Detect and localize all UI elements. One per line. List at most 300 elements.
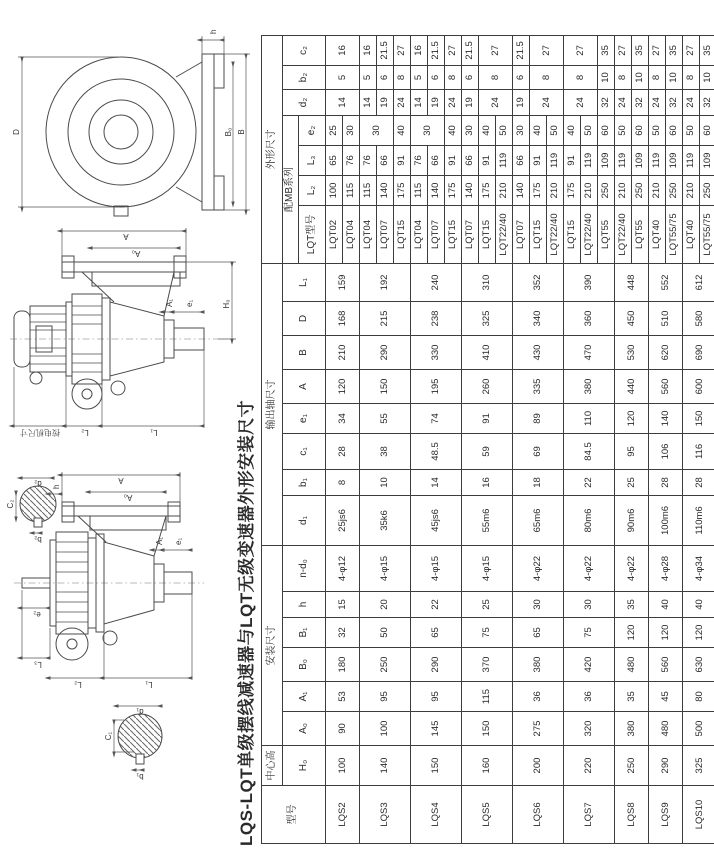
dim-label-L2: L₂: [74, 680, 82, 689]
cell-c2: 27: [615, 35, 632, 65]
cell-L3: 119: [649, 145, 666, 175]
cell-e2: 30: [343, 115, 360, 145]
dim-label-L1: L₁: [145, 680, 153, 689]
cell-A1: 36: [513, 682, 564, 712]
cell-b2: 8: [530, 65, 564, 89]
variator-view-drawing: [6, 458, 258, 781]
cell-b2: 6: [377, 65, 394, 89]
cell-B: 430: [513, 335, 564, 369]
cell-b2: 10: [700, 65, 714, 89]
cell-lqt: LQT07: [428, 205, 445, 263]
cell-c2: 35: [632, 35, 649, 65]
cell-c1: 48.5: [411, 433, 462, 469]
cell-d2: 24: [649, 89, 666, 115]
header-overall: 外形尺寸: [262, 35, 283, 263]
cell-e1: 150: [683, 403, 714, 433]
cell-lqt: LQT55/75: [700, 205, 714, 263]
cell-c2: 35: [666, 35, 683, 65]
cell-b1: 10: [360, 469, 411, 495]
cell-B: 330: [411, 335, 462, 369]
cell-L3: 91: [445, 145, 462, 175]
cell-c2: 21.5: [428, 35, 445, 65]
dim-label-e2: e₂: [33, 610, 41, 619]
cell-D: 325: [462, 301, 513, 335]
cell-b2: 6: [462, 65, 479, 89]
cell-d2: 19: [428, 89, 445, 115]
dim-label-motor: 按电机尺寸: [20, 428, 60, 437]
cell-h: 25: [462, 592, 513, 618]
cell-e2: 60: [632, 115, 649, 145]
cell-lqt: LQT02: [326, 205, 343, 263]
cell-c2: 21.5: [513, 35, 530, 65]
front-view-drawing: [6, 20, 252, 242]
header-lqt-model: LQT型号: [299, 205, 326, 263]
cell-A: 335: [513, 369, 564, 403]
cell-A: 380: [564, 369, 615, 403]
table-row-LQS5-LQT07: [462, 35, 479, 843]
header-L2: L₂: [299, 175, 326, 205]
cell-d2: 24: [479, 89, 513, 115]
cell-d2: 32: [700, 89, 714, 115]
cell-e1: 34: [326, 403, 360, 433]
cell-L2: 210: [547, 175, 564, 205]
cell-L1: 612: [683, 263, 714, 301]
table-body: [326, 35, 714, 843]
header-output-shaft: 输出轴尺寸: [262, 263, 283, 545]
cell-A0: 90: [326, 712, 360, 746]
cell-h: 40: [683, 592, 714, 618]
cell-L3: 109: [632, 145, 649, 175]
cell-b2: 6: [513, 65, 530, 89]
dim-label-A: A: [118, 476, 124, 485]
cell-b2: 10: [632, 65, 649, 89]
cell-L2: 250: [632, 175, 649, 205]
table-row-LQS3-LQT04: [360, 35, 377, 843]
cell-d2: 32: [632, 89, 649, 115]
cell-A1: 115: [462, 682, 513, 712]
cell-lqt: LQT07: [513, 205, 530, 263]
cell-e2: 60: [700, 115, 714, 145]
dim-label-B: B: [237, 129, 246, 135]
cell-lqt: LQT55: [632, 205, 649, 263]
cell-lqt: LQT55/75: [666, 205, 683, 263]
cell-c1: 38: [360, 433, 411, 469]
cell-B: 290: [360, 335, 411, 369]
cell-B1: 75: [564, 618, 615, 648]
cell-B: 410: [462, 335, 513, 369]
dim-label-D: D: [12, 129, 21, 135]
cell-L2: 140: [428, 175, 445, 205]
cell-L2: 210: [496, 175, 513, 205]
cell-L3: 109: [700, 145, 714, 175]
cell-e2: 40: [530, 115, 547, 145]
cell-lqt: LQT15: [564, 205, 581, 263]
cell-d2: 19: [462, 89, 479, 115]
cell-model: LQS8: [615, 786, 649, 844]
cell-b2: 8: [564, 65, 598, 89]
cell-nd0: 4-φ22: [615, 545, 649, 591]
header-row-columns: [283, 35, 299, 843]
header-row-groups: [262, 35, 283, 843]
cell-A1: 36: [564, 682, 615, 712]
cell-A0: 380: [615, 712, 649, 746]
cell-A: 120: [326, 369, 360, 403]
cell-L2: 140: [462, 175, 479, 205]
cell-L3: 66: [377, 145, 394, 175]
cell-B1: 120: [649, 618, 683, 648]
cell-b1: 14: [411, 469, 462, 495]
table-row-LQS7-LQT15: [564, 35, 581, 843]
cell-model: LQS6: [513, 786, 564, 844]
cell-e2: 40: [445, 115, 462, 145]
cell-L3: 91: [530, 145, 547, 175]
cell-H0: 325: [683, 746, 714, 786]
cell-model: LQS3: [360, 786, 411, 844]
header-mounting: 安装尺寸: [262, 545, 283, 745]
cell-B1: 65: [411, 618, 462, 648]
header-model: 型号: [262, 786, 326, 844]
cell-L3: 91: [564, 145, 581, 175]
dim-label-b1: b₁: [136, 772, 144, 781]
cell-L2: 210: [683, 175, 700, 205]
cell-L1: 390: [564, 263, 615, 301]
dim-label-h: h: [52, 484, 61, 489]
header-c2: c₂: [283, 35, 326, 65]
cell-lqt: LQT07: [377, 205, 394, 263]
cell-e1: 120: [615, 403, 649, 433]
cell-e1: 89: [513, 403, 564, 433]
cell-e2: 50: [649, 115, 666, 145]
cell-c1: 116: [683, 433, 714, 469]
cell-B: 690: [683, 335, 714, 369]
cell-b2: 5: [411, 65, 428, 89]
dim-label-L3: L₃: [34, 660, 42, 669]
cell-d1: 100m6: [649, 495, 683, 545]
cell-c2: 27: [564, 35, 598, 65]
cell-B0: 370: [462, 648, 513, 682]
cell-h: 40: [649, 592, 683, 618]
cell-H0: 250: [615, 746, 649, 786]
header-d2: d₂: [283, 89, 326, 115]
cell-c1: 84.5: [564, 433, 615, 469]
cell-c2: 16: [411, 35, 428, 65]
cell-b1: 22: [564, 469, 615, 495]
cell-L2: 140: [377, 175, 394, 205]
cell-e2: 40: [394, 115, 411, 145]
cell-L1: 159: [326, 263, 360, 301]
header-center-height: 中心高: [262, 746, 283, 786]
cell-e1: 110: [564, 403, 615, 433]
cell-lqt: LQT15: [445, 205, 462, 263]
cell-b2: 5: [326, 65, 360, 89]
cell-L2: 250: [598, 175, 615, 205]
cell-c2: 27: [479, 35, 513, 65]
cell-d2: 24: [615, 89, 632, 115]
cell-L2: 250: [700, 175, 714, 205]
cell-B0: 250: [360, 648, 411, 682]
cell-nd0: 4-φ22: [564, 545, 615, 591]
cell-L2: 115: [411, 175, 428, 205]
cell-A0: 150: [462, 712, 513, 746]
cell-nd0: 4-φ12: [326, 545, 360, 591]
cell-model: LQS9: [649, 786, 683, 844]
cell-b2: 10: [666, 65, 683, 89]
dim-label-C2: C₂: [6, 499, 15, 509]
cell-d2: 14: [360, 89, 377, 115]
cell-model: LQS7: [564, 786, 615, 844]
dim-label-Ab: A: [123, 232, 129, 241]
header-L3: L₃: [299, 145, 326, 175]
cell-lqt: LQT22/40: [581, 205, 598, 263]
dimensions-table: [261, 35, 714, 844]
cell-lqt: LQT40: [683, 205, 700, 263]
cell-h: 20: [360, 592, 411, 618]
cell-L1: 552: [649, 263, 683, 301]
cell-h: 15: [326, 592, 360, 618]
cell-model: LQS5: [462, 786, 513, 844]
cell-c2: 21.5: [462, 35, 479, 65]
cell-b2: 8: [615, 65, 632, 89]
cell-d2: 24: [394, 89, 411, 115]
cell-B0: 480: [615, 648, 649, 682]
cell-L3: 66: [428, 145, 445, 175]
cell-b2: 8: [683, 65, 700, 89]
cell-B0: 630: [683, 648, 714, 682]
cell-L3: 76: [343, 145, 360, 175]
cell-D: 580: [683, 301, 714, 335]
cell-D: 215: [360, 301, 411, 335]
cell-L3: 119: [615, 145, 632, 175]
cell-lqt: LQT22/40: [496, 205, 513, 263]
cell-e2: 50: [683, 115, 700, 145]
cell-L1: 240: [411, 263, 462, 301]
cell-e1: 140: [649, 403, 683, 433]
cell-A: 260: [462, 369, 513, 403]
cell-h: 30: [513, 592, 564, 618]
cell-b1: 25: [615, 469, 649, 495]
cell-c1: 28: [326, 433, 360, 469]
dim-label-d1: d₁: [136, 707, 144, 716]
cell-B: 470: [564, 335, 615, 369]
cell-c1: 95: [615, 433, 649, 469]
cell-A1: 80: [683, 682, 714, 712]
table-row-LQS8-LQT22/40: [615, 35, 632, 843]
header-b2: b₂: [283, 65, 326, 89]
cell-L3: 66: [513, 145, 530, 175]
cell-B1: 32: [326, 618, 360, 648]
dim-label-H0: H₀: [222, 299, 231, 309]
cell-d2: 19: [513, 89, 530, 115]
cell-c2: 27: [530, 35, 564, 65]
header-B0: B₀: [283, 648, 326, 682]
cell-d2: 24: [683, 89, 700, 115]
cell-A1: 95: [360, 682, 411, 712]
cell-e2: 25: [326, 115, 343, 145]
header-H0: H₀: [283, 746, 326, 786]
cell-h: 30: [564, 592, 615, 618]
keyway-detail-output: [104, 706, 162, 781]
cell-B: 210: [326, 335, 360, 369]
cell-b2: 5: [360, 65, 377, 89]
cell-lqt: LQT04: [411, 205, 428, 263]
dim-label-A1b: A₁: [165, 298, 174, 307]
cell-A: 560: [649, 369, 683, 403]
dim-label-B0: B₀: [224, 127, 233, 137]
cell-c2: 27: [683, 35, 700, 65]
cell-D: 450: [615, 301, 649, 335]
cell-B: 620: [649, 335, 683, 369]
cell-B1: 120: [615, 618, 649, 648]
dim-label-L1b: L₁: [150, 428, 158, 437]
cell-nd0: 4-φ34: [683, 545, 714, 591]
cell-B1: 50: [360, 618, 411, 648]
cell-e2: 40: [564, 115, 581, 145]
cell-L2: 175: [564, 175, 581, 205]
cell-B0: 420: [564, 648, 615, 682]
cell-A: 440: [615, 369, 649, 403]
cell-nd0: 4-φ22: [513, 545, 564, 591]
cell-L2: 175: [479, 175, 496, 205]
cell-d2: 32: [666, 89, 683, 115]
cell-b2: 10: [598, 65, 615, 89]
cell-A1: 53: [326, 682, 360, 712]
cell-e1: 55: [360, 403, 411, 433]
cell-L3: 91: [394, 145, 411, 175]
cell-e2: 50: [547, 115, 564, 145]
cell-A: 195: [411, 369, 462, 403]
cell-L2: 210: [615, 175, 632, 205]
cell-L3: 76: [411, 145, 428, 175]
cell-lqt: LQT15: [479, 205, 496, 263]
cell-D: 510: [649, 301, 683, 335]
cell-D: 360: [564, 301, 615, 335]
cell-c2: 21.5: [377, 35, 394, 65]
cell-d2: 14: [326, 89, 360, 115]
cell-d1: 45js6: [411, 495, 462, 545]
cell-d2: 14: [411, 89, 428, 115]
cell-H0: 100: [326, 746, 360, 786]
cell-c2: 16: [326, 35, 360, 65]
cell-L3: 65: [326, 145, 343, 175]
cell-L3: 66: [462, 145, 479, 175]
cell-e2: 30: [360, 115, 394, 145]
cell-nd0: 4-φ15: [462, 545, 513, 591]
cell-L1: 192: [360, 263, 411, 301]
cell-B0: 560: [649, 648, 683, 682]
cell-B1: 120: [683, 618, 714, 648]
cell-L1: 310: [462, 263, 513, 301]
header-b1: b₁: [283, 469, 326, 495]
header-L1: L₁: [283, 263, 326, 301]
header-c1: c₁: [283, 433, 326, 469]
cell-d2: 24: [445, 89, 462, 115]
cell-c2: 27: [649, 35, 666, 65]
cell-L2: 250: [666, 175, 683, 205]
cell-b2: 8: [479, 65, 513, 89]
table-row-LQS9-LQT40: [649, 35, 666, 843]
cell-H0: 290: [649, 746, 683, 786]
cell-d1: 80m6: [564, 495, 615, 545]
cell-lqt: LQT40: [649, 205, 666, 263]
table-row-LQS4-LQT04: [411, 35, 428, 843]
cell-b1: 16: [462, 469, 513, 495]
cell-A: 150: [360, 369, 411, 403]
cell-b2: 6: [428, 65, 445, 89]
cell-lqt: LQT22/40: [547, 205, 564, 263]
cell-c2: 16: [360, 35, 377, 65]
header-B: B: [283, 335, 326, 369]
dim-label-A0b: A₀: [131, 249, 141, 258]
cell-H0: 160: [462, 746, 513, 786]
cell-B0: 180: [326, 648, 360, 682]
cell-e2: 50: [581, 115, 598, 145]
header-D: D: [283, 301, 326, 335]
cell-A0: 145: [411, 712, 462, 746]
cell-e2: 40: [479, 115, 496, 145]
cell-d2: 19: [377, 89, 394, 115]
cell-L2: 210: [649, 175, 666, 205]
cell-A0: 275: [513, 712, 564, 746]
cell-L3: 119: [496, 145, 513, 175]
cell-lqt: LQT04: [360, 205, 377, 263]
cell-H0: 200: [513, 746, 564, 786]
cell-lqt: LQT15: [530, 205, 547, 263]
cell-b1: 18: [513, 469, 564, 495]
cell-e1: 91: [462, 403, 513, 433]
cell-e2: 50: [615, 115, 632, 145]
cell-A0: 480: [649, 712, 683, 746]
cell-D: 168: [326, 301, 360, 335]
cell-e2: 30: [411, 115, 445, 145]
cell-model: LQS10: [683, 786, 714, 844]
cell-b2: 8: [649, 65, 666, 89]
cell-d1: 110m6: [683, 495, 714, 545]
cell-d1: 25js6: [326, 495, 360, 545]
cell-b2: 8: [445, 65, 462, 89]
cell-L3: 119: [683, 145, 700, 175]
header-e1: e₁: [283, 403, 326, 433]
cell-h: 35: [615, 592, 649, 618]
dim-label-b2: b₂: [34, 535, 42, 544]
cell-A0: 320: [564, 712, 615, 746]
cell-lqt: LQT04: [343, 205, 360, 263]
cell-c2: 35: [598, 35, 615, 65]
cell-D: 340: [513, 301, 564, 335]
dim-label-L2b: L₂: [81, 428, 89, 437]
table-row-LQS10-LQT40: [683, 35, 700, 843]
dim-label-A0: A₀: [123, 493, 133, 502]
cell-A1: 95: [411, 682, 462, 712]
cell-B: 530: [615, 335, 649, 369]
cell-L2: 115: [360, 175, 377, 205]
cell-H0: 140: [360, 746, 411, 786]
cell-B1: 65: [513, 618, 564, 648]
cell-d1: 35k6: [360, 495, 411, 545]
cell-L3: 109: [666, 145, 683, 175]
dim-label-e1b: e₁: [185, 299, 194, 307]
cell-L1: 352: [513, 263, 564, 301]
cell-L1: 448: [615, 263, 649, 301]
header-A1: A₁: [283, 682, 326, 712]
cell-b1: 28: [683, 469, 714, 495]
header-d1: d₁: [283, 495, 326, 545]
cell-L2: 210: [581, 175, 598, 205]
cell-L3: 91: [479, 145, 496, 175]
cell-e2: 30: [513, 115, 530, 145]
cell-A1: 35: [615, 682, 649, 712]
cell-L3: 109: [598, 145, 615, 175]
cell-b1: 8: [326, 469, 360, 495]
